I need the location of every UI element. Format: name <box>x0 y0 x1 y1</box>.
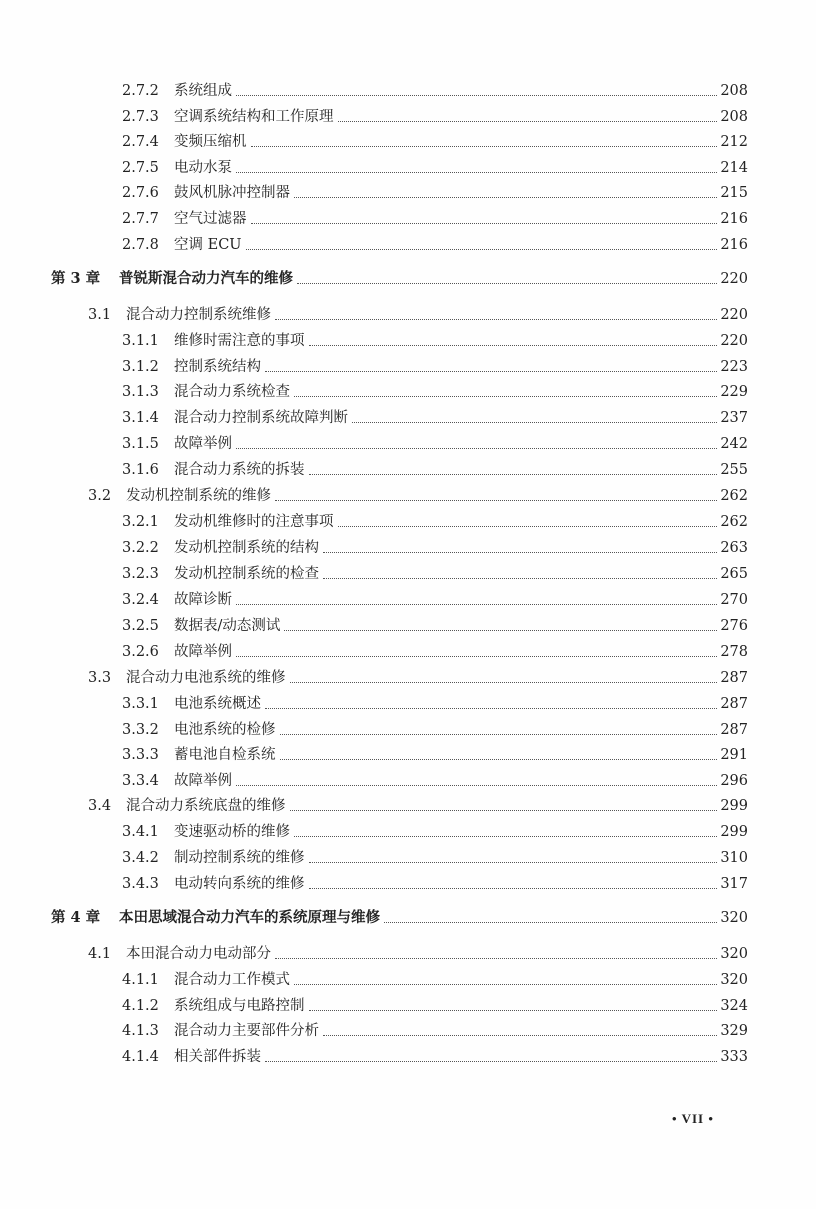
toc-title: 电池系统的检修 <box>174 722 276 738</box>
dot-leader <box>280 733 718 735</box>
dot-leader <box>309 887 718 889</box>
dot-leader <box>323 551 717 553</box>
toc-number: 3.1.2 <box>122 359 159 375</box>
dot-leader <box>290 681 718 683</box>
toc-title: 混合动力电池系统的维修 <box>126 670 286 686</box>
toc-title: 控制系统结构 <box>174 359 261 375</box>
toc-subsection-entry <box>0 180 748 202</box>
toc-subsection-entry <box>0 232 748 254</box>
toc-page-number: 220 <box>720 307 748 323</box>
toc-chapter-entry <box>0 905 748 927</box>
toc-title: 电动水泵 <box>174 160 232 176</box>
toc-subsection-entry <box>0 993 748 1015</box>
toc-subsection-entry <box>0 509 748 531</box>
toc-title: 混合动力系统检查 <box>174 384 290 400</box>
toc-title: 故障举例 <box>174 644 232 660</box>
toc-number: 3.2.2 <box>122 540 159 556</box>
dot-leader <box>265 370 717 372</box>
toc-title: 变频压缩机 <box>174 134 247 150</box>
toc-entry-body <box>174 643 748 661</box>
toc-entry-body <box>174 210 748 228</box>
toc-title: 电池系统概述 <box>174 696 261 712</box>
toc-page-number: 220 <box>720 271 748 287</box>
toc-title: 故障举例 <box>174 773 232 789</box>
toc-entry-body <box>174 82 748 100</box>
toc-entry-body <box>174 772 748 790</box>
dot-leader <box>309 1009 718 1011</box>
toc-number: 3.1.1 <box>122 333 159 349</box>
toc-number: 3.1.5 <box>122 436 159 452</box>
toc-entry-body <box>174 159 748 177</box>
dot-leader <box>290 809 718 811</box>
toc-number: 3.2 <box>88 488 112 504</box>
toc-subsection-entry <box>0 1018 748 1040</box>
toc-title: 混合动力控制系统故障判断 <box>174 410 348 426</box>
toc-title: 相关部件拆装 <box>174 1049 261 1065</box>
dot-leader <box>236 94 717 96</box>
toc-title: 制动控制系统的维修 <box>174 850 305 866</box>
toc-subsection-entry <box>0 587 748 609</box>
toc-title: 故障诊断 <box>174 592 232 608</box>
toc-number: 2.7.3 <box>122 109 159 125</box>
toc-page-number: 220 <box>720 333 748 349</box>
toc-entry-body <box>126 945 748 963</box>
toc-subsection-entry <box>0 871 748 893</box>
toc-entry-body <box>126 669 748 687</box>
toc-entry-body <box>174 695 748 713</box>
toc-subsection-entry <box>0 967 748 989</box>
toc-page-number: 216 <box>720 211 748 227</box>
toc-title: 发动机控制系统的维修 <box>126 488 271 504</box>
toc-subsection-entry <box>0 717 748 739</box>
toc-title: 混合动力系统底盘的维修 <box>126 798 286 814</box>
toc-subsection-entry <box>0 431 748 453</box>
dot-leader <box>275 499 717 501</box>
toc-subsection-entry <box>0 561 748 583</box>
toc-page-number: 237 <box>720 410 748 426</box>
toc-page-number: 212 <box>720 134 748 150</box>
toc-title: 空气过滤器 <box>174 211 247 227</box>
toc-entry-body <box>174 591 748 609</box>
toc-entry-body <box>119 909 748 927</box>
toc-number: 4.1.2 <box>122 998 159 1014</box>
toc-entry-body <box>174 358 748 376</box>
toc-entry-body <box>174 409 748 427</box>
toc-entry-body <box>174 746 748 764</box>
toc-title: 混合动力系统的拆装 <box>174 462 305 478</box>
toc-title: 本田混合动力电动部分 <box>126 946 271 962</box>
toc-page-number: 310 <box>720 850 748 866</box>
dot-leader <box>280 758 718 760</box>
toc-page-number: 287 <box>720 696 748 712</box>
toc-number: 3.3 <box>88 670 112 686</box>
toc-subsection-entry <box>0 155 748 177</box>
toc-entry-body <box>174 823 748 841</box>
toc-title: 蓄电池自检系统 <box>174 747 276 763</box>
toc-section-entry <box>0 483 748 505</box>
dot-leader <box>294 196 717 198</box>
toc-title: 发动机控制系统的检查 <box>174 566 319 582</box>
toc-entry-body <box>174 1022 748 1040</box>
toc-number: 3.2.6 <box>122 644 159 660</box>
toc-number: 3.2.5 <box>122 618 159 634</box>
toc-subsection-entry <box>0 1044 748 1066</box>
toc-number: 3.2.1 <box>122 514 159 530</box>
toc-number: 4.1.3 <box>122 1023 159 1039</box>
toc-page-number: 329 <box>720 1023 748 1039</box>
toc-entry-body <box>126 487 748 505</box>
toc-title: 数据表/动态测试 <box>174 618 281 634</box>
toc-title: 电动转向系统的维修 <box>174 876 305 892</box>
toc-number: 2.7.7 <box>122 211 159 227</box>
dot-leader <box>309 473 718 475</box>
toc-subsection-entry <box>0 354 748 376</box>
toc-page-number: 208 <box>720 109 748 125</box>
toc-subsection-entry <box>0 78 748 100</box>
toc-subsection-entry <box>0 819 748 841</box>
dot-leader <box>251 145 718 147</box>
toc-number: 3.1 <box>88 307 112 323</box>
toc-section-entry <box>0 941 748 963</box>
toc-entry-body <box>174 435 748 453</box>
toc-entry-body <box>119 270 748 288</box>
toc-page-number: 287 <box>720 722 748 738</box>
toc-title: 空调 ECU <box>174 237 242 253</box>
dot-leader <box>294 835 717 837</box>
toc-title: 普锐斯混合动力汽车的维修 <box>119 270 293 287</box>
toc-title: 发动机控制系统的结构 <box>174 540 319 556</box>
dot-leader <box>297 282 717 284</box>
toc-title: 空调系统结构和工作原理 <box>174 109 334 125</box>
toc-title: 维修时需注意的事项 <box>174 333 305 349</box>
toc-title: 系统组成 <box>174 83 232 99</box>
dot-leader <box>265 1060 717 1062</box>
toc-number: 2.7.5 <box>122 160 159 176</box>
toc-number: 3.4 <box>88 798 112 814</box>
dot-leader <box>236 447 717 449</box>
toc-entry-body <box>174 236 748 254</box>
toc-number: 2.7.2 <box>122 83 159 99</box>
toc-number: 3.4.3 <box>122 876 159 892</box>
toc-number: 3.2.4 <box>122 592 159 608</box>
toc-subsection-entry <box>0 535 748 557</box>
toc-entry-body <box>174 383 748 401</box>
toc-entry-body <box>126 797 748 815</box>
toc-page-number: 324 <box>720 998 748 1014</box>
toc-entry-body <box>174 875 748 893</box>
toc-subsection-entry <box>0 613 748 635</box>
toc-title: 故障举例 <box>174 436 232 452</box>
toc-page-number: 262 <box>720 514 748 530</box>
toc-page-number: 296 <box>720 773 748 789</box>
toc-entry-body <box>174 332 748 350</box>
toc-entry-body <box>174 1048 748 1066</box>
toc-subsection-entry <box>0 379 748 401</box>
dot-leader <box>275 318 717 320</box>
toc-title: 变速驱动桥的维修 <box>174 824 290 840</box>
toc-title: 混合动力主要部件分析 <box>174 1023 319 1039</box>
toc-number: 2.7.4 <box>122 134 159 150</box>
dot-leader <box>309 861 718 863</box>
toc-page-number: 333 <box>720 1049 748 1065</box>
toc-page-number: 320 <box>720 972 748 988</box>
toc-page-number: 215 <box>720 185 748 201</box>
toc-section-entry <box>0 302 748 324</box>
toc-number: 3.4.1 <box>122 824 159 840</box>
toc-title: 混合动力控制系统维修 <box>126 307 271 323</box>
toc-page-number: 278 <box>720 644 748 660</box>
toc-page-number: 317 <box>720 876 748 892</box>
toc-page-number: 262 <box>720 488 748 504</box>
toc-number: 4.1.4 <box>122 1049 159 1065</box>
dot-leader <box>323 1034 717 1036</box>
dot-leader <box>294 395 717 397</box>
toc-entry-body <box>174 461 748 479</box>
dot-leader <box>265 707 717 709</box>
dot-leader <box>309 344 718 346</box>
toc-subsection-entry <box>0 639 748 661</box>
dot-leader <box>236 655 717 657</box>
dot-leader <box>284 629 717 631</box>
toc-entry-body <box>174 971 748 989</box>
toc-page-number: 299 <box>720 824 748 840</box>
toc-subsection-entry <box>0 457 748 479</box>
toc-page-number: 287 <box>720 670 748 686</box>
toc-page-number: 216 <box>720 237 748 253</box>
dot-leader <box>236 784 717 786</box>
dot-leader <box>294 983 717 985</box>
toc-page-number: 229 <box>720 384 748 400</box>
toc-entry-body <box>174 513 748 531</box>
toc-section-entry <box>0 665 748 687</box>
dot-leader <box>352 421 717 423</box>
toc-subsection-entry <box>0 845 748 867</box>
toc-page-number: 270 <box>720 592 748 608</box>
dot-leader <box>251 222 718 224</box>
toc-entry-body <box>174 539 748 557</box>
toc-page-number: 242 <box>720 436 748 452</box>
dot-leader <box>384 921 717 923</box>
toc-number: 3.1.3 <box>122 384 159 400</box>
toc-number: 3.1.6 <box>122 462 159 478</box>
toc-page-number: 299 <box>720 798 748 814</box>
toc-page-number: 255 <box>720 462 748 478</box>
toc-section-entry <box>0 793 748 815</box>
dot-leader <box>338 525 718 527</box>
toc-title: 本田思域混合动力汽车的系统原理与维修 <box>119 909 380 926</box>
toc-chapter-entry <box>0 266 748 288</box>
toc-subsection-entry <box>0 768 748 790</box>
dot-leader <box>338 120 718 122</box>
toc-subsection-entry <box>0 691 748 713</box>
toc-entry-body <box>174 997 748 1015</box>
dot-leader <box>275 957 717 959</box>
dot-leader <box>236 171 717 173</box>
toc-number: 4.1 <box>88 946 112 962</box>
toc-subsection-entry <box>0 405 748 427</box>
toc-entry-body <box>174 133 748 151</box>
toc-number: 3.3.4 <box>122 773 159 789</box>
toc-number: 3.3.2 <box>122 722 159 738</box>
toc-page-number: 223 <box>720 359 748 375</box>
toc-entry-body <box>174 565 748 583</box>
toc-page-number: 320 <box>720 910 748 926</box>
toc-number: 2.7.8 <box>122 237 159 253</box>
toc-entry-body <box>174 721 748 739</box>
toc-page-number: 320 <box>720 946 748 962</box>
toc-title: 鼓风机脉冲控制器 <box>174 185 290 201</box>
toc-entry-body <box>174 108 748 126</box>
toc-number: 第 3 章 <box>51 270 101 287</box>
toc-subsection-entry <box>0 742 748 764</box>
dot-leader <box>323 577 717 579</box>
toc-number: 第 4 章 <box>51 909 101 926</box>
toc-page-number: 276 <box>720 618 748 634</box>
toc-entry-body <box>126 306 748 324</box>
dot-leader <box>236 603 717 605</box>
toc-number: 2.7.6 <box>122 185 159 201</box>
toc-title: 发动机维修时的注意事项 <box>174 514 334 530</box>
toc-page-number: 291 <box>720 747 748 763</box>
toc-number: 3.1.4 <box>122 410 159 426</box>
toc-subsection-entry <box>0 129 748 151</box>
toc-page-number: 265 <box>720 566 748 582</box>
dot-leader <box>246 248 718 250</box>
page-folio: • VII • <box>672 1111 714 1126</box>
toc-page-number: 263 <box>720 540 748 556</box>
toc-entry-body <box>174 849 748 867</box>
toc-title: 混合动力工作模式 <box>174 972 290 988</box>
toc-page-number: 214 <box>720 160 748 176</box>
toc-number: 3.3.1 <box>122 696 159 712</box>
toc-number: 4.1.1 <box>122 972 159 988</box>
toc-subsection-entry <box>0 104 748 126</box>
toc-subsection-entry <box>0 206 748 228</box>
toc-number: 3.3.3 <box>122 747 159 763</box>
toc-title: 系统组成与电路控制 <box>174 998 305 1014</box>
toc-page-number: 208 <box>720 83 748 99</box>
toc-entry-body <box>174 184 748 202</box>
toc-subsection-entry <box>0 328 748 350</box>
toc-number: 3.4.2 <box>122 850 159 866</box>
toc-number: 3.2.3 <box>122 566 159 582</box>
toc-entry-body <box>174 617 748 635</box>
